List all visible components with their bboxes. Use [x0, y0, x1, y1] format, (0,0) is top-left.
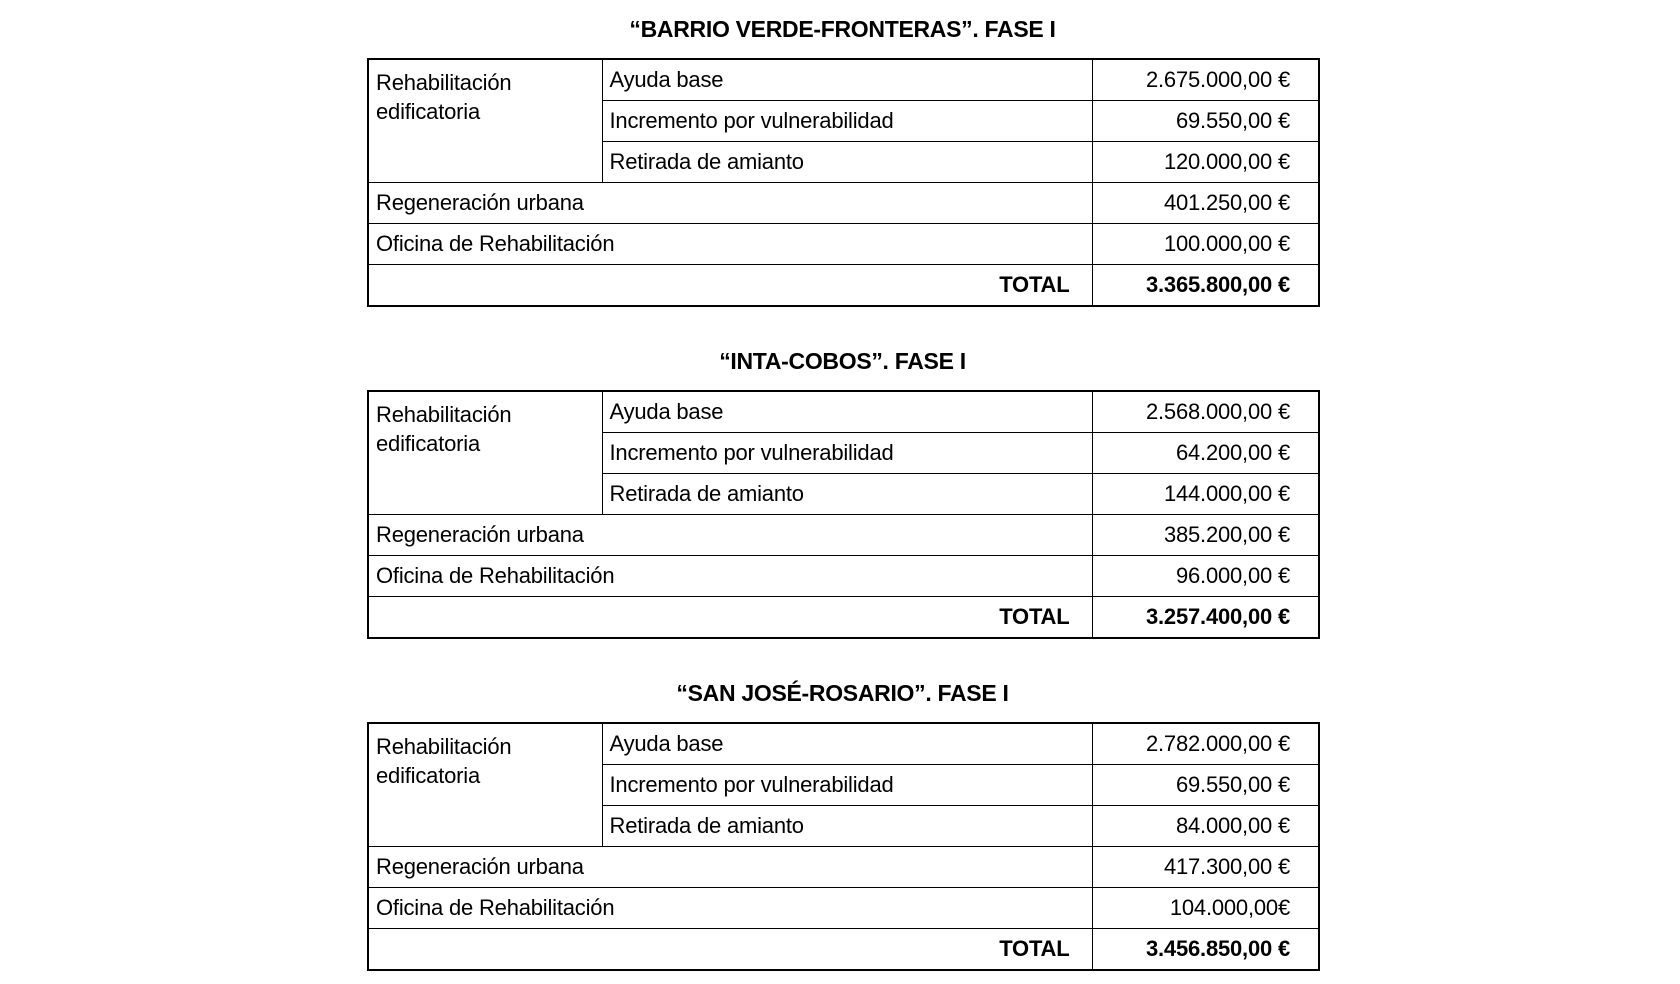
total-label: TOTAL	[368, 597, 1092, 639]
budget-table	[367, 58, 1320, 307]
item-label: Incremento por vulnerabilidad	[602, 433, 1092, 474]
item-label: Incremento por vulnerabilidad	[602, 101, 1092, 142]
item-label: Regeneración urbana	[368, 515, 1092, 556]
table-row	[368, 888, 1319, 929]
item-label: Oficina de Rehabilitación	[368, 556, 1092, 597]
total-label: TOTAL	[368, 265, 1092, 307]
item-amount: 96.000,00 €	[1092, 556, 1319, 597]
item-label: Retirada de amianto	[602, 806, 1092, 847]
item-amount: 120.000,00 €	[1092, 142, 1319, 183]
table-row	[368, 556, 1319, 597]
total-amount: 3.365.800,00 €	[1092, 265, 1319, 307]
table-row	[368, 847, 1319, 888]
table-row	[368, 723, 1319, 765]
category-cell: Rehabilitación edificatoria	[368, 391, 602, 515]
item-amount: 64.200,00 €	[1092, 433, 1319, 474]
item-amount: 100.000,00 €	[1092, 224, 1319, 265]
total-row	[368, 929, 1319, 971]
item-amount: 2.782.000,00 €	[1092, 723, 1319, 765]
table-row	[368, 224, 1319, 265]
item-label: Oficina de Rehabilitación	[368, 888, 1092, 929]
table-row	[368, 59, 1319, 101]
item-label: Retirada de amianto	[602, 142, 1092, 183]
total-row	[368, 597, 1319, 639]
item-label: Ayuda base	[602, 723, 1092, 765]
item-amount: 69.550,00 €	[1092, 101, 1319, 142]
table-row	[368, 391, 1319, 433]
budget-table	[367, 722, 1320, 971]
total-label: TOTAL	[368, 929, 1092, 971]
item-amount: 417.300,00 €	[1092, 847, 1319, 888]
section-title: “SAN JOSÉ-ROSARIO”. FASE I	[676, 680, 1009, 706]
item-amount: 401.250,00 €	[1092, 183, 1319, 224]
item-amount: 69.550,00 €	[1092, 765, 1319, 806]
item-label: Retirada de amianto	[602, 474, 1092, 515]
section-title: “BARRIO VERDE-FRONTERAS”. FASE I	[629, 16, 1056, 42]
item-label: Ayuda base	[602, 59, 1092, 101]
item-label: Regeneración urbana	[368, 183, 1092, 224]
category-cell: Rehabilitación edificatoria	[368, 723, 602, 847]
item-amount: 144.000,00 €	[1092, 474, 1319, 515]
table-row	[368, 183, 1319, 224]
item-label: Ayuda base	[602, 391, 1092, 433]
budget-table	[367, 390, 1320, 639]
item-amount: 84.000,00 €	[1092, 806, 1319, 847]
item-label: Regeneración urbana	[368, 847, 1092, 888]
table-row	[368, 515, 1319, 556]
item-amount: 385.200,00 €	[1092, 515, 1319, 556]
total-row	[368, 265, 1319, 307]
total-amount: 3.456.850,00 €	[1092, 929, 1319, 971]
item-amount: 2.568.000,00 €	[1092, 391, 1319, 433]
total-amount: 3.257.400,00 €	[1092, 597, 1319, 639]
category-cell: Rehabilitación edificatoria	[368, 59, 602, 183]
item-amount: 104.000,00€	[1092, 888, 1319, 929]
section-title: “INTA-COBOS”. FASE I	[719, 348, 966, 374]
item-label: Incremento por vulnerabilidad	[602, 765, 1092, 806]
item-amount: 2.675.000,00 €	[1092, 59, 1319, 101]
item-label: Oficina de Rehabilitación	[368, 224, 1092, 265]
